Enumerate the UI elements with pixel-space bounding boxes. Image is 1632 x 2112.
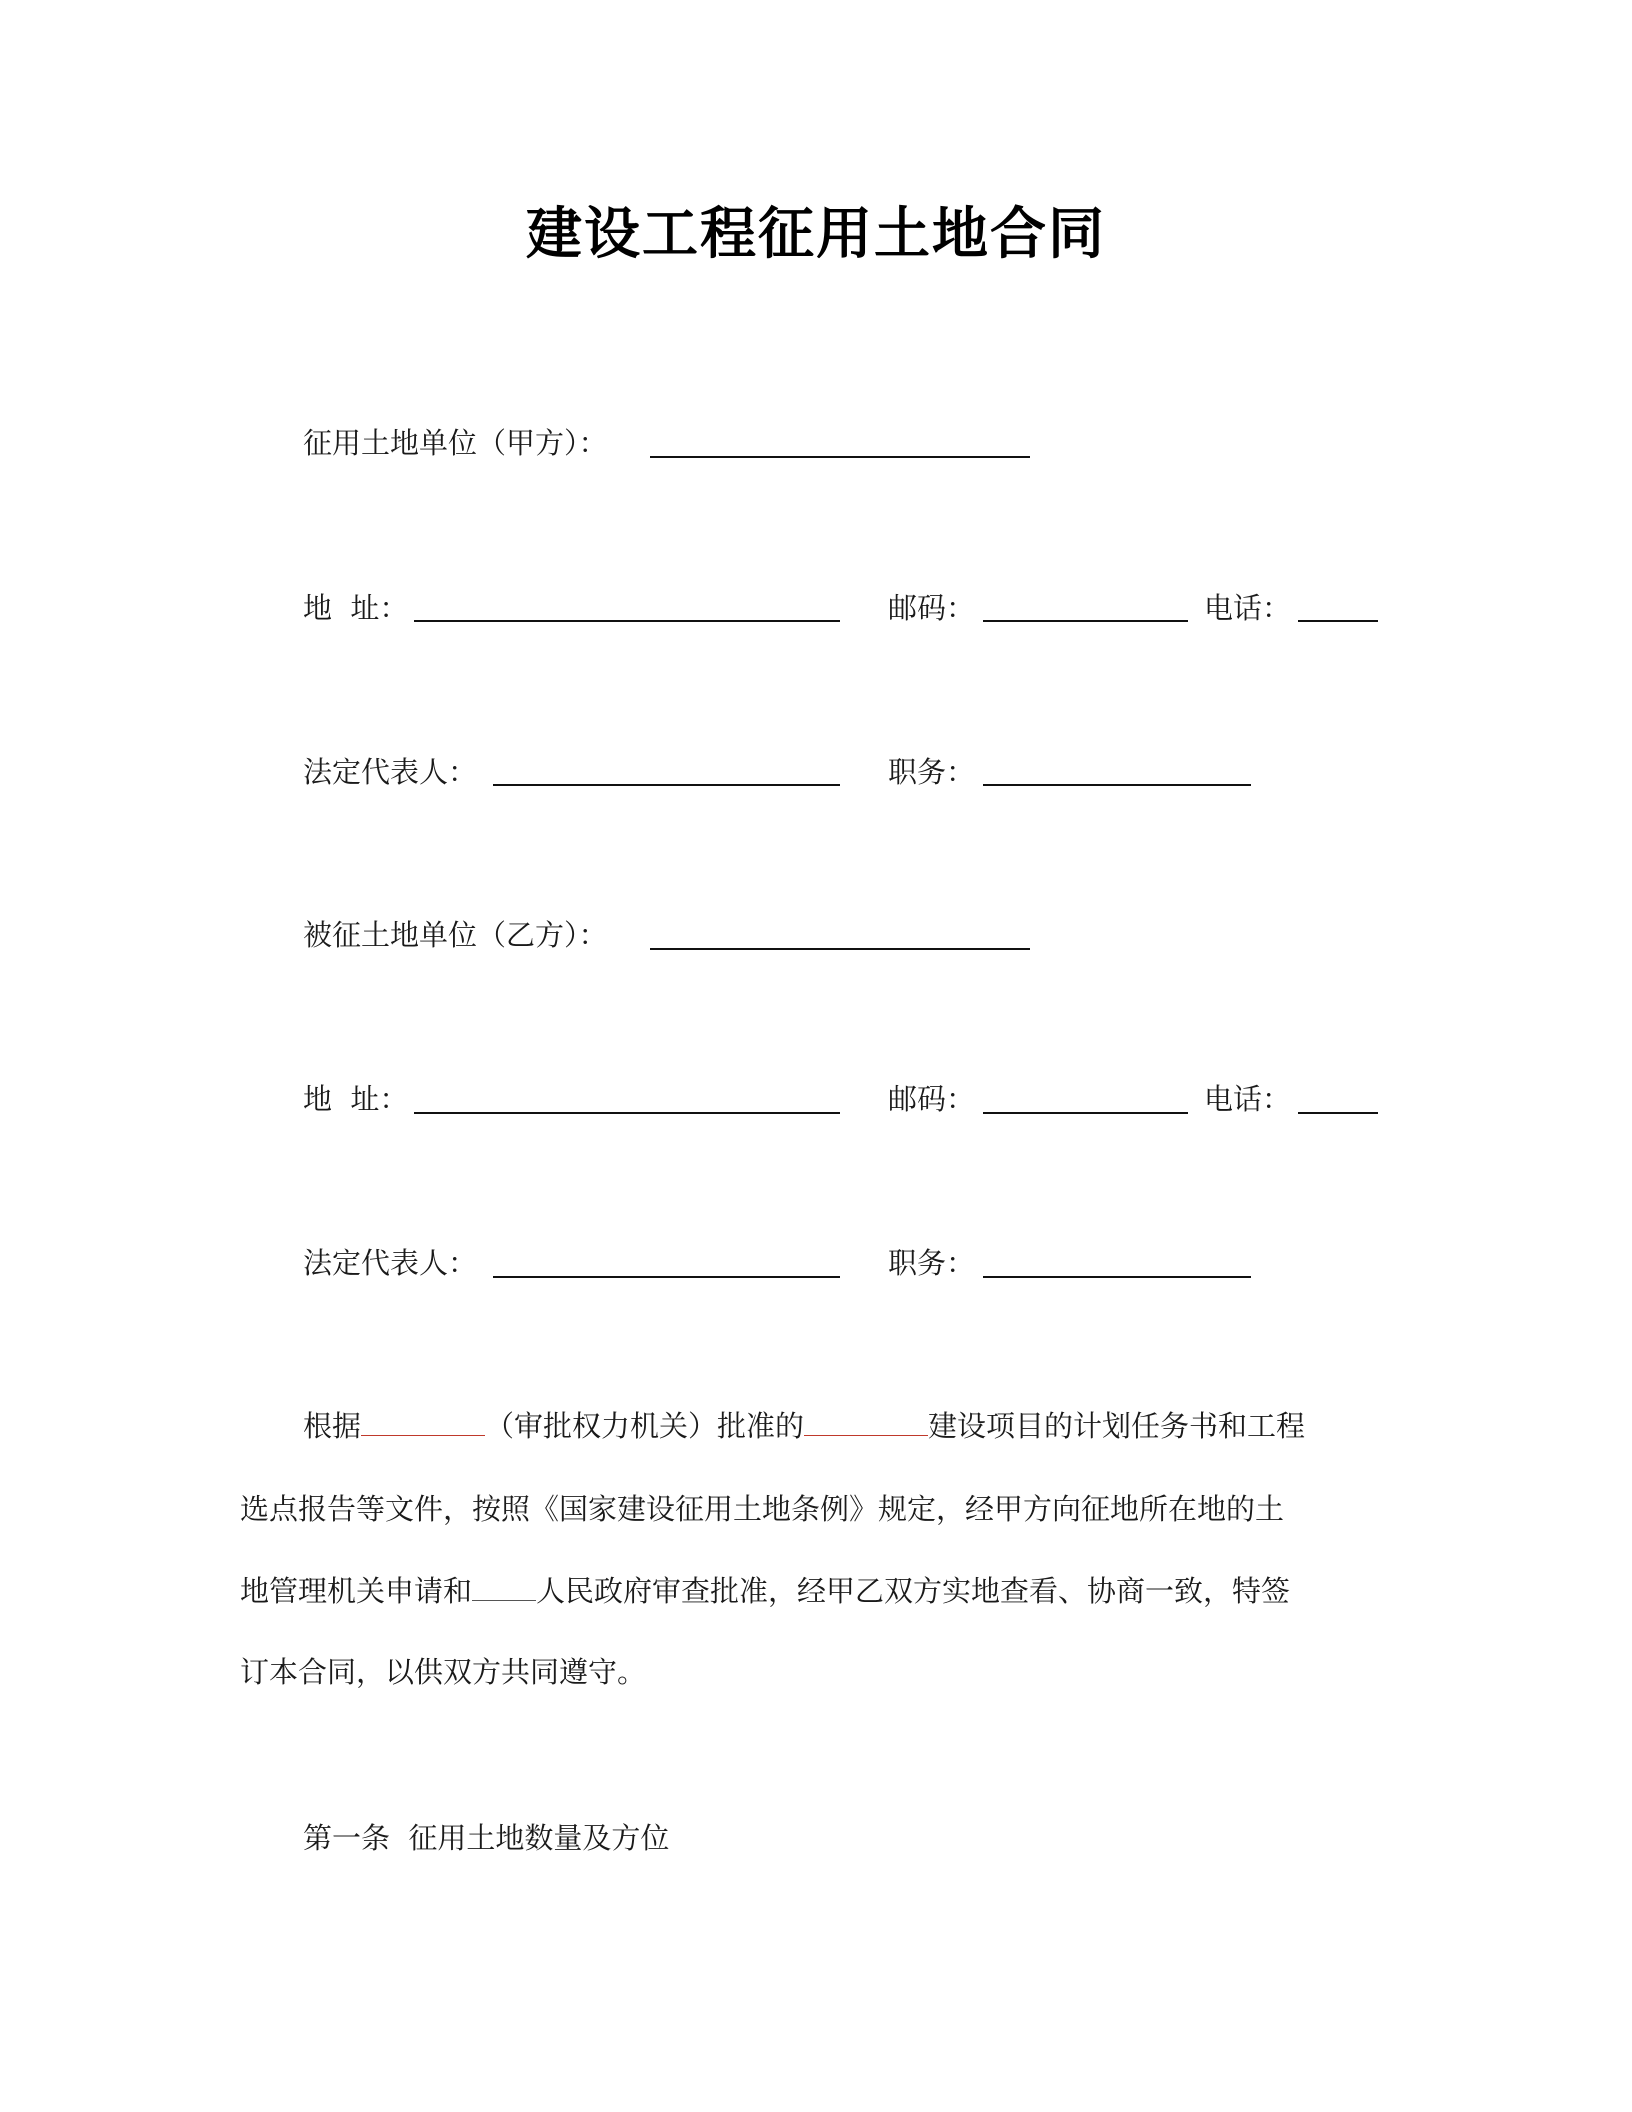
paragraph-line-1 <box>303 1408 1384 1444</box>
party-b-position-label: 职务： <box>888 1246 976 1280</box>
party-a-phone-field[interactable] <box>1298 620 1378 622</box>
paragraph-text: 根据 <box>303 1409 362 1443</box>
party-a-postcode-field[interactable] <box>983 620 1188 622</box>
party-b-position-field[interactable] <box>983 1276 1251 1278</box>
party-b-unit-label: 被征土地单位（乙方）： <box>303 918 608 952</box>
party-b-address-label: 地 址： <box>303 1082 409 1116</box>
party-a-rep-field[interactable] <box>493 784 840 786</box>
party-a-postcode-label: 邮码： <box>888 591 976 625</box>
paragraph-line-3 <box>240 1573 1384 1609</box>
approval-authority-field[interactable] <box>361 1411 485 1436</box>
party-a-address-label: 地 址： <box>303 591 409 625</box>
party-b-postcode-field[interactable] <box>983 1112 1188 1114</box>
document-title: 建设工程征用土地合同 <box>526 202 1106 267</box>
party-a-position-field[interactable] <box>983 784 1251 786</box>
party-b-postcode-label: 邮码： <box>888 1082 976 1116</box>
party-b-rep-field[interactable] <box>493 1276 840 1278</box>
party-b-address-field[interactable] <box>414 1112 840 1114</box>
party-a-unit-label: 征用土地单位（甲方）： <box>303 426 608 460</box>
party-a-address-field[interactable] <box>414 620 840 622</box>
paragraph-line-2: 选点报告等文件，按照《国家建设征用土地条例》规定，经甲方向征地所在地的土 <box>240 1492 1285 1526</box>
project-name-field[interactable] <box>804 1411 928 1436</box>
party-a-position-label: 职务： <box>888 755 976 789</box>
paragraph-text: 地管理机关申请和 <box>240 1574 473 1608</box>
party-a-phone-label: 电话： <box>1204 591 1292 625</box>
party-a-unit-field[interactable] <box>650 456 1030 458</box>
party-b-unit-field[interactable] <box>650 948 1030 950</box>
paragraph-text: 建设项目的计划任务书和工程 <box>928 1409 1306 1443</box>
party-b-phone-label: 电话： <box>1204 1082 1292 1116</box>
article-1-heading: 第一条 征用土地数量及方位 <box>303 1821 670 1855</box>
paragraph-text: （审批权力机关）批准的 <box>485 1409 805 1443</box>
paragraph-text: 人民政府审查批准，经甲乙双方实地查看、协商一致，特签 <box>536 1574 1291 1608</box>
government-field[interactable] <box>472 1576 536 1601</box>
paragraph-line-4: 订本合同，以供双方共同遵守。 <box>240 1655 647 1689</box>
party-b-phone-field[interactable] <box>1298 1112 1378 1114</box>
party-a-rep-label: 法定代表人： <box>303 755 478 789</box>
party-b-rep-label: 法定代表人： <box>303 1246 478 1280</box>
